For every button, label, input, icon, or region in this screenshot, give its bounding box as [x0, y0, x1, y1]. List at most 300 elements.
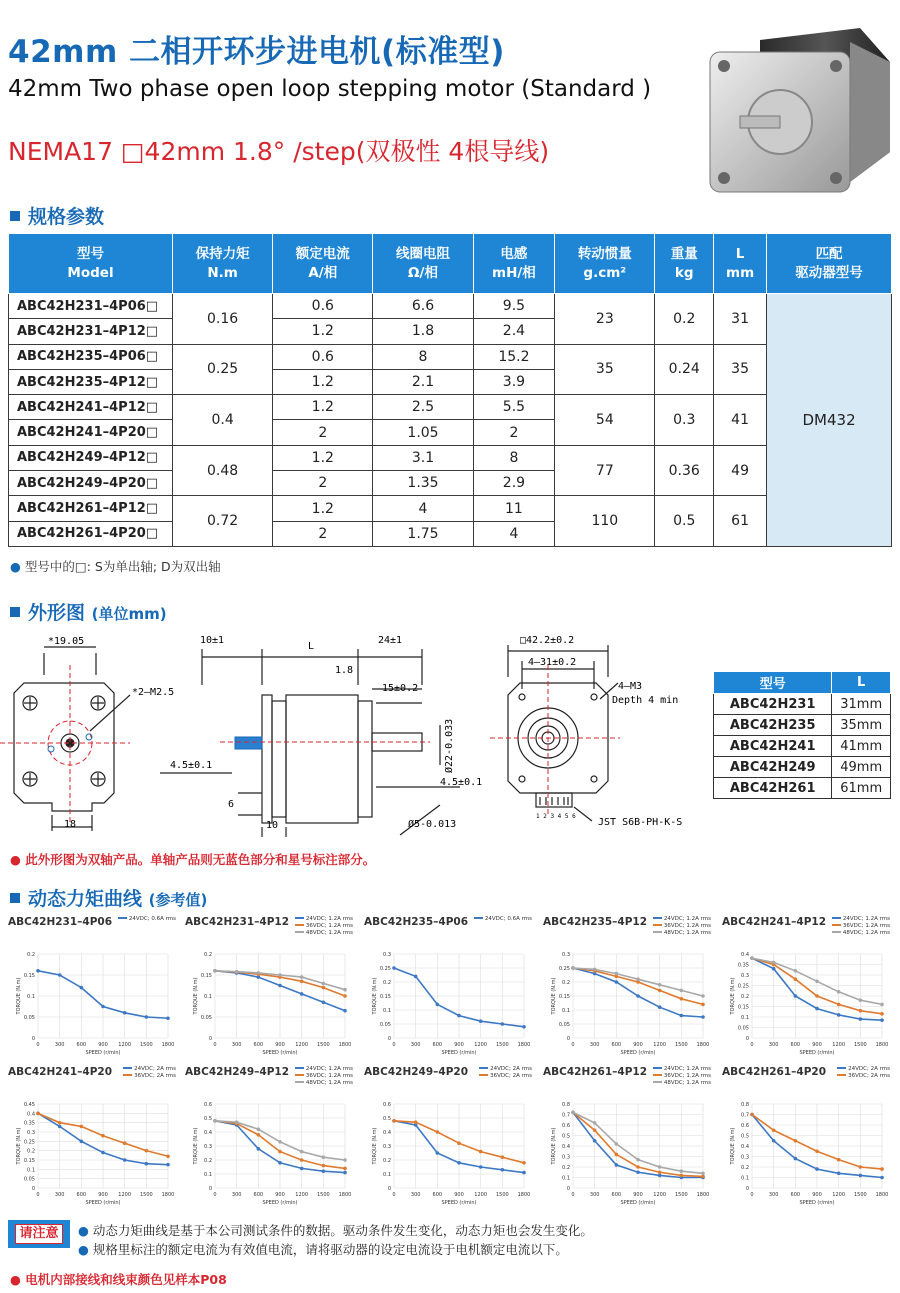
x-tick-label: 600: [611, 1192, 622, 1198]
x-tick-label: 600: [253, 1192, 264, 1198]
header-cn: 保持力矩: [195, 245, 250, 262]
data-point: [235, 970, 239, 974]
y-tick-label: 0.3: [562, 1154, 570, 1161]
x-axis-label: SPEED (r/min): [85, 1050, 121, 1056]
data-point: [701, 1172, 705, 1176]
data-point: [772, 1139, 776, 1143]
dim-18: 18: [64, 819, 77, 830]
model-cell: ABC42H231–4P06□: [9, 294, 173, 319]
resistance-cell: 1.35: [373, 471, 473, 496]
data-point: [636, 1165, 640, 1169]
length-cell: 61mm: [832, 778, 891, 799]
data-point: [123, 1011, 127, 1015]
y-tick-label: 0.5: [383, 1116, 391, 1122]
current-cell: 1.2: [273, 496, 373, 521]
data-point: [593, 1121, 597, 1125]
y-tick-label: 0.35: [23, 1120, 35, 1127]
y-tick-label: 0.2: [383, 980, 391, 986]
x-tick-label: 0: [571, 1042, 575, 1048]
data-point: [343, 1167, 347, 1171]
legend-label: 24VDC; 2A rms: [848, 1066, 890, 1072]
weight-cell: 0.3: [655, 395, 714, 446]
inductance-cell: 8: [473, 445, 555, 470]
y-tick-label: 0.15: [200, 973, 212, 979]
y-tick-label: 0.1: [27, 1167, 35, 1174]
chart-plot: [722, 1080, 890, 1214]
legend-label: 48VDC; 1.2A rms: [663, 930, 711, 936]
data-point: [658, 1165, 662, 1169]
dim-42: □42.2±0.2: [520, 635, 575, 646]
x-tick-label: 900: [812, 1192, 822, 1198]
chart-legend: [123, 1066, 176, 1080]
weight-cell: 0.5: [655, 496, 714, 547]
y-tick-label: 0.3: [383, 1144, 391, 1150]
y-axis-label: TORQUE (N.m): [551, 1127, 557, 1165]
legend-item: [123, 1066, 176, 1073]
y-tick-label: 0.15: [23, 973, 35, 979]
data-point: [636, 1158, 640, 1162]
y-tick-label: 0.05: [558, 1022, 570, 1028]
x-tick-label: 1800: [161, 1042, 175, 1048]
y-tick-label: 0.3: [562, 952, 570, 958]
current-cell: 0.6: [273, 294, 373, 319]
legend-item: [295, 923, 353, 930]
legend-item: [653, 1066, 711, 1073]
legend-swatch: [653, 1074, 662, 1076]
x-tick-label: 1200: [474, 1042, 488, 1048]
y-tick-label: 0: [566, 1186, 570, 1192]
data-point: [479, 1165, 483, 1169]
data-point: [145, 1162, 149, 1166]
length-cell: 49mm: [832, 757, 891, 778]
x-tick-label: 300: [589, 1192, 600, 1198]
torque-chart: [8, 1066, 178, 1216]
x-tick-label: 900: [275, 1192, 285, 1198]
model-cell: ABC42H249: [714, 757, 832, 778]
x-tick-label: 600: [76, 1192, 87, 1198]
weight-cell: 0.36: [655, 445, 714, 496]
chart-legend: [837, 1066, 890, 1080]
data-point: [794, 1139, 798, 1143]
spec-header: [767, 234, 892, 294]
data-point: [392, 1119, 396, 1123]
torque-chart: [364, 1066, 534, 1216]
legend-item: [479, 1066, 532, 1073]
data-point: [479, 1150, 483, 1154]
x-tick-label: 0: [750, 1192, 754, 1198]
legend-item: [123, 1073, 176, 1080]
page-title: 42mm 二相开环步进电机(标准型): [8, 34, 505, 70]
x-tick-label: 300: [768, 1192, 779, 1198]
dim-10pm1: 10±1: [200, 635, 225, 646]
chart-legend: [118, 916, 176, 923]
resistance-cell: 6.6: [373, 294, 473, 319]
pin-numbers: 1 2 3 4 5 6: [536, 813, 576, 820]
data-point: [880, 1018, 884, 1022]
x-tick-label: 1800: [517, 1042, 531, 1048]
data-point: [414, 975, 418, 979]
x-tick-label: 1800: [875, 1042, 889, 1048]
legend-label: 24VDC; 2A rms: [490, 1066, 532, 1072]
data-point: [615, 980, 619, 984]
inertia-cell: 54: [555, 395, 655, 446]
data-point: [501, 1168, 505, 1172]
length-cell: 41mm: [832, 736, 891, 757]
header-cn: 匹配: [815, 245, 843, 262]
legend-swatch: [123, 1067, 132, 1069]
model-cell: ABC42H235–4P06□: [9, 344, 173, 369]
data-point: [322, 1155, 326, 1159]
section-dims-title: 外形图 (单位mm): [10, 598, 167, 625]
data-point: [880, 1012, 884, 1016]
data-point: [80, 986, 84, 990]
legend-swatch: [295, 1067, 304, 1069]
x-tick-label: 600: [790, 1192, 801, 1198]
dim-m25: *2–M2.5: [132, 687, 175, 698]
y-tick-label: 0.2: [562, 980, 570, 986]
legend-swatch: [479, 1074, 488, 1076]
torque-cell: 0.16: [173, 294, 273, 345]
legend-label: 24VDC; 1.2A rms: [663, 1066, 711, 1072]
header-cn: 转动惯量: [577, 245, 632, 262]
y-tick-label: 0.6: [383, 1102, 391, 1108]
data-point: [278, 1140, 282, 1144]
legend-label: 36VDC; 2A rms: [490, 1073, 532, 1079]
data-point: [593, 1139, 597, 1143]
current-cell: 2: [273, 420, 373, 445]
table-row: [9, 445, 892, 470]
y-tick-label: 0.1: [562, 1008, 570, 1014]
x-axis-label: SPEED (r/min): [441, 1200, 477, 1206]
legend-item: [118, 916, 176, 923]
y-tick-label: 0: [745, 1036, 749, 1042]
y-tick-label: 0: [31, 1186, 35, 1192]
data-point: [343, 1158, 347, 1162]
torque-chart: [8, 916, 178, 1066]
section-curve-title: 动态力矩曲线 (参考值): [10, 884, 207, 911]
y-tick-label: 0.6: [204, 1102, 212, 1108]
data-point: [815, 994, 819, 998]
table-row: [9, 496, 892, 521]
data-point: [593, 968, 597, 972]
y-tick-label: 0.05: [23, 1176, 35, 1183]
driver-cell: DM432: [767, 294, 892, 547]
data-point: [235, 1120, 239, 1124]
model-cell: ABC42H261–4P12□: [9, 496, 173, 521]
data-point: [571, 966, 575, 970]
y-tick-label: 0.2: [741, 994, 749, 1000]
legend-swatch: [832, 917, 841, 919]
header-cn: L: [735, 245, 745, 262]
dimension-drawings: [0, 625, 712, 840]
data-point: [436, 1130, 440, 1134]
y-tick-label: 0.5: [562, 1133, 570, 1140]
current-cell: 1.2: [273, 319, 373, 344]
inductance-cell: 11: [473, 496, 555, 521]
dim-18mm: 1.8: [335, 665, 354, 676]
x-tick-label: 900: [98, 1042, 108, 1048]
y-axis-label: TORQUE (N.m): [551, 977, 557, 1015]
y-tick-label: 0: [387, 1036, 391, 1042]
legend-label: 36VDC; 1.2A rms: [305, 1073, 353, 1079]
data-point: [58, 1121, 62, 1125]
chart-plot: [364, 930, 532, 1064]
y-tick-label: 0.3: [204, 1144, 212, 1150]
data-point: [101, 1005, 105, 1009]
data-point: [615, 1142, 619, 1146]
data-point: [300, 1158, 304, 1162]
data-point: [837, 1158, 841, 1162]
current-cell: 0.6: [273, 344, 373, 369]
data-point: [680, 1174, 684, 1178]
data-point: [300, 1150, 304, 1154]
x-tick-label: 600: [432, 1192, 443, 1198]
chart-title: ABC42H231–4P06: [8, 916, 113, 928]
torque-cell: 0.48: [173, 445, 273, 496]
x-tick-label: 600: [790, 1042, 801, 1048]
torque-cell: 0.72: [173, 496, 273, 547]
model-cell: ABC42H231–4P12□: [9, 319, 173, 344]
x-tick-label: 1800: [875, 1192, 889, 1198]
current-cell: 2: [273, 471, 373, 496]
dim-31: 4–31±0.2: [528, 657, 577, 668]
x-tick-label: 300: [231, 1042, 242, 1048]
square-icon: [10, 607, 20, 617]
model-cell: ABC42H249–4P20□: [9, 471, 173, 496]
y-tick-label: 0.7: [741, 1112, 749, 1119]
x-tick-label: 600: [253, 1042, 264, 1048]
data-point: [436, 1003, 440, 1007]
warning-badge: 请注意: [8, 1220, 70, 1248]
legend-swatch: [118, 917, 127, 919]
x-tick-label: 300: [589, 1042, 600, 1048]
resistance-cell: 4: [373, 496, 473, 521]
x-axis-label: SPEED (r/min): [799, 1050, 835, 1056]
y-axis-label: TORQUE (N.m): [372, 977, 378, 1015]
y-tick-label: 0.1: [562, 1175, 570, 1182]
data-point: [680, 989, 684, 993]
header-en: kg: [674, 264, 694, 281]
data-point: [479, 1019, 483, 1023]
resistance-cell: 3.1: [373, 445, 473, 470]
x-tick-label: 1200: [295, 1042, 309, 1048]
legend-swatch: [479, 1067, 488, 1069]
y-tick-label: 0.4: [383, 1130, 391, 1136]
model-cell: ABC42H249–4P12□: [9, 445, 173, 470]
torque-chart: [185, 916, 355, 1066]
legend-label: 48VDC; 1.2A rms: [663, 1080, 711, 1086]
x-axis-label: SPEED (r/min): [85, 1200, 121, 1206]
y-tick-label: 0.8: [741, 1102, 749, 1108]
chart-title: ABC42H231–4P12: [185, 916, 290, 928]
x-tick-label: 0: [36, 1042, 40, 1048]
data-point: [501, 1022, 505, 1026]
resistance-cell: 2.1: [373, 369, 473, 394]
legend-item: [295, 1066, 353, 1073]
y-tick-label: 0.6: [741, 1123, 749, 1129]
data-point: [658, 1170, 662, 1174]
inertia-cell: 77: [555, 445, 655, 496]
dim-45a: 4.5±0.1: [170, 760, 213, 771]
data-point: [701, 994, 705, 998]
y-axis-label: TORQUE (N.m): [730, 977, 736, 1015]
data-point: [343, 988, 347, 992]
table-row: [714, 715, 891, 736]
x-tick-label: 1500: [674, 1042, 688, 1048]
x-tick-label: 0: [392, 1192, 396, 1198]
legend-item: [832, 923, 890, 930]
data-point: [636, 1170, 640, 1174]
y-tick-label: 0.8: [562, 1102, 570, 1108]
inductance-cell: 3.9: [473, 369, 555, 394]
data-point: [837, 1003, 841, 1007]
legend-label: 24VDC; 1.2A rms: [842, 916, 890, 922]
data-point: [457, 1161, 461, 1165]
data-point: [123, 1141, 127, 1145]
torque-chart: [543, 1066, 713, 1216]
model-cell: ABC42H235: [714, 715, 832, 736]
x-tick-label: 0: [36, 1192, 40, 1198]
x-tick-label: 1500: [495, 1042, 509, 1048]
torque-chart: [722, 916, 892, 1066]
chart-title: ABC42H261–4P20: [722, 1066, 827, 1078]
data-point: [837, 990, 841, 994]
x-tick-label: 0: [750, 1042, 754, 1048]
length-cell: 41: [714, 395, 767, 446]
data-point: [794, 994, 798, 998]
x-tick-label: 900: [454, 1042, 464, 1048]
data-point: [58, 973, 62, 977]
model-cell: ABC42H261: [714, 778, 832, 799]
chart-plot: [722, 930, 890, 1064]
data-point: [343, 1009, 347, 1013]
legend-label: 48VDC; 1.2A rms: [305, 930, 353, 936]
y-tick-label: 0.2: [27, 1148, 35, 1155]
data-point: [859, 1017, 863, 1021]
y-tick-label: 0.05: [200, 1015, 212, 1021]
y-tick-label: 0.6: [562, 1123, 570, 1129]
x-tick-label: 1500: [674, 1192, 688, 1198]
data-point: [101, 1151, 105, 1155]
x-tick-label: 1800: [338, 1042, 352, 1048]
data-point: [859, 1165, 863, 1169]
data-point: [278, 973, 282, 977]
col-l: L: [832, 672, 891, 694]
dim-5: Ø5-0.013: [408, 819, 457, 830]
legend-item: [474, 916, 532, 923]
data-point: [36, 969, 40, 973]
torque-chart: [722, 1066, 892, 1216]
y-tick-label: 0.4: [741, 952, 749, 958]
data-point: [750, 1113, 754, 1117]
data-point: [680, 997, 684, 1001]
model-cell: ABC42H241–4P12□: [9, 395, 173, 420]
chart-title: ABC42H249–4P20: [364, 1066, 469, 1078]
data-point: [278, 1161, 282, 1165]
legend-label: 36VDC; 1.2A rms: [663, 1073, 711, 1079]
data-point: [145, 1015, 149, 1019]
data-point: [58, 1125, 62, 1129]
inductance-cell: 5.5: [473, 395, 555, 420]
x-tick-label: 900: [633, 1042, 643, 1048]
data-point: [257, 1127, 261, 1131]
data-point: [414, 1120, 418, 1124]
y-tick-label: 0.4: [741, 1144, 749, 1150]
model-note: ● 型号中的□: S为单出轴; D为双出轴: [10, 559, 221, 574]
data-point: [658, 989, 662, 993]
data-point: [701, 1175, 705, 1179]
data-point: [772, 1128, 776, 1132]
y-tick-label: 0.1: [741, 1175, 749, 1182]
spec-header: [273, 234, 373, 294]
data-point: [300, 992, 304, 996]
torque-chart: [185, 1066, 355, 1216]
x-tick-label: 900: [812, 1042, 822, 1048]
x-tick-label: 0: [392, 1042, 396, 1048]
inductance-cell: 2: [473, 420, 555, 445]
x-tick-label: 900: [98, 1192, 108, 1198]
header-cn: 电感: [500, 245, 528, 262]
x-axis-label: SPEED (r/min): [441, 1050, 477, 1056]
x-axis-label: SPEED (r/min): [262, 1200, 298, 1206]
length-cell: 61: [714, 496, 767, 547]
current-cell: 2: [273, 521, 373, 546]
resistance-cell: 1.05: [373, 420, 473, 445]
y-tick-label: 0.15: [23, 1158, 35, 1164]
y-axis-label: TORQUE (N.m): [193, 1127, 199, 1165]
x-tick-label: 600: [432, 1042, 443, 1048]
legend-swatch: [653, 917, 662, 919]
y-tick-label: 0.25: [558, 966, 570, 972]
legend-item: [295, 916, 353, 923]
x-tick-label: 1800: [517, 1192, 531, 1198]
y-tick-label: 0.15: [558, 994, 570, 1000]
chart-plot: [8, 1080, 176, 1214]
legend-swatch: [837, 1074, 846, 1076]
y-tick-label: 0.4: [562, 1144, 570, 1150]
data-point: [501, 1155, 505, 1159]
inductance-cell: 9.5: [473, 294, 555, 319]
bullet-icon: ●: [10, 559, 21, 574]
x-tick-label: 1200: [832, 1042, 846, 1048]
table-row: [9, 395, 892, 420]
legend-label: 36VDC; 2A rms: [848, 1073, 890, 1079]
header-cn: 重量: [670, 245, 698, 262]
data-point: [257, 1147, 261, 1151]
data-point: [436, 1151, 440, 1155]
data-point: [815, 1149, 819, 1153]
x-tick-label: 900: [454, 1192, 464, 1198]
square-icon: [10, 211, 20, 221]
data-point: [680, 1169, 684, 1173]
table-row: [714, 694, 891, 715]
model-cell: ABC42H261–4P20□: [9, 521, 173, 546]
data-point: [794, 969, 798, 973]
y-axis-label: TORQUE (N.m): [16, 1127, 22, 1165]
inertia-cell: 23: [555, 294, 655, 345]
data-point: [859, 1009, 863, 1013]
data-point: [166, 1154, 170, 1158]
table-row: [9, 344, 892, 369]
warning-line-1: ● 动态力矩曲线是基于本公司测试条件的数据。驱动条件发生变化，动态力矩也会发生变化。: [78, 1223, 593, 1238]
legend-swatch: [837, 1067, 846, 1069]
y-tick-label: 0: [208, 1036, 212, 1042]
length-cell: 35mm: [832, 715, 891, 736]
chart-plot: [543, 930, 711, 1064]
chart-title: ABC42H235–4P06: [364, 916, 469, 928]
data-point: [80, 1140, 84, 1144]
torque-cell: 0.25: [173, 344, 273, 395]
